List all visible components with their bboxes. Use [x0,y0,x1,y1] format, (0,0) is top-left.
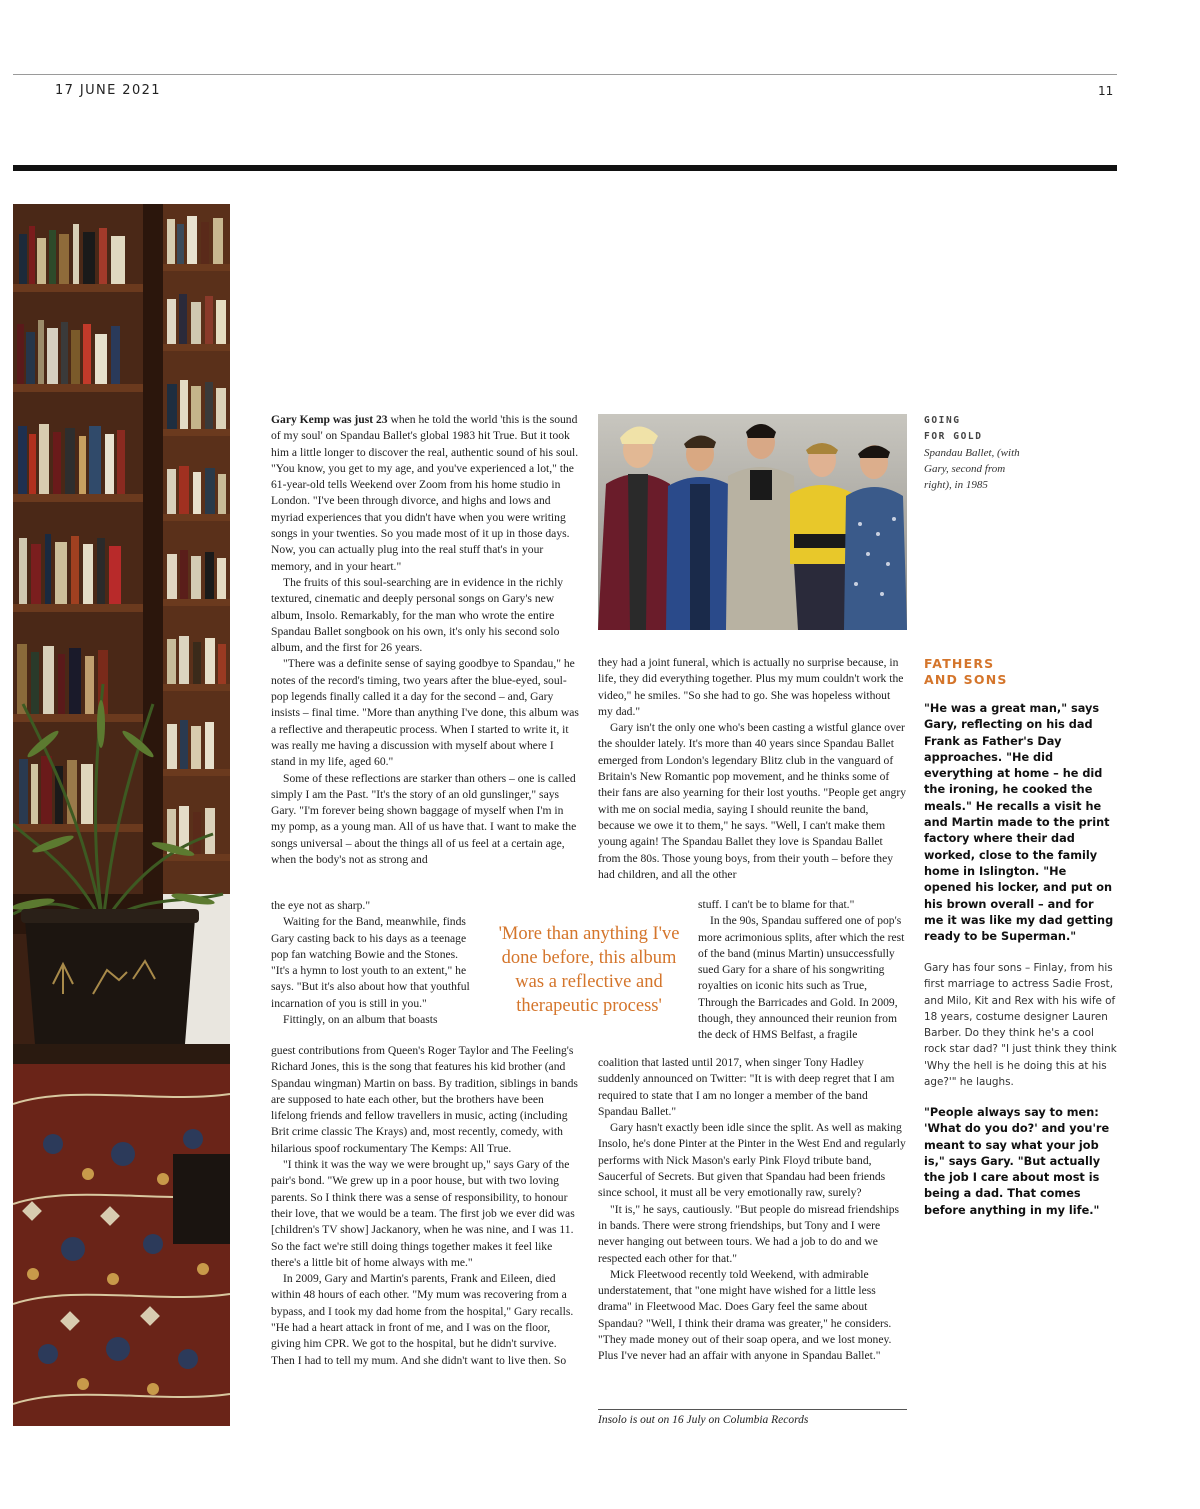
sidebar-quote-2: "People always say to men: 'What do you do?' and you're meant to say what your job is," says Gary. "But actually the job I care about most is being a dad. That comes before anything in my life." [924,1106,1110,1217]
article-lead-in: Gary Kemp was just 23 [271,413,388,426]
page-number: 11 [1098,84,1114,98]
sidebar-heading-line-1: FATHERS [924,656,995,671]
article-paragraph: Fittingly, on an album that boasts [283,1013,438,1027]
article-paragraph: stuff. I can't be to blame for that." [698,898,855,911]
band-photo [598,414,907,630]
sidebar-paragraph: Gary has four sons – Finlay, from his first marriage to actress Sadie Frost, and Milo, Kit and Rex with his wife of 18 years, costume designer Lauren Barber. Do they think he's a cool rock star dad? "I just think they think 'Why the hell is he doing this at his age?'" he laughs. [924,962,1117,1089]
article-column-1-narrow [271,898,479,1028]
article-paragraph: "It is," he says, cautiously. "But people do misread friendships in bands. There were strong friendships, but Tony and I were never hanging out between tours. We had a job to do and we respected each other for that." [598,1202,900,1265]
article-paragraph: guest contributions from Queen's Roger Taylor and The Feeling's Richard Jones, this is the song that features his kid brother (and Spandau wingman) Martin on bass. By tradition, siblings in bands are supposed to hate each other, but the brothers have been lifelong friends and fellow travellers in music, acting (including Brit crime classic The Krays) and, most recently, comedy, with hilarious spoof rockumentary The Kemps: All True. [271,1044,578,1155]
issue-date: 17 JUNE 2021 [55,83,161,98]
end-rule [598,1409,907,1410]
article-column-2 [598,655,907,883]
article-paragraph: The fruits of this soul-searching are in evidence in the richly textured, cinematic and deeply personal songs on Gary's new album, Insolo. Remarkably, for the man who wrote the entire Spandau Ballet songbook on his own, it's only his second solo album, and the first for 26 years. [271,575,564,655]
article-paragraph: they had a joint funeral, which is actually no surprise because, in life, they did everything together. Plus my mum couldn't work the video," he smiles. "So she had to go. She was hopeless without my dad." [598,656,904,718]
photo-caption [924,413,1024,493]
article-column-1-lower [271,1043,580,1369]
caption-kicker-line-1: GOING [924,415,961,426]
header-rule [13,74,1117,75]
article-paragraph: "I think it was the way we were brought up," says Gary of the pair's bond. "We grew up in a poor house, but with two loving parents. So I think there was a sense of responsibility, to honour their love, that we would be a team. The first job we ever did was [children's TV show] Jackanory, when he was nine, and I was 11. So the fact we're still doing things together makes it feel like there's a little bit of home always with me." [271,1158,575,1269]
interior-photo [13,204,230,1426]
caption-text: Spandau Ballet, (with Gary, second from right), in 1985 [924,447,1020,491]
release-note: Insolo is out on 16 July on Columbia Records [598,1414,809,1426]
article-paragraph: Gary hasn't exactly been idle since the split. As well as making Insolo, he's done Pinter at the Pinter in the West End and regularly performs with Nick Mason's early Pink Floyd tribute band, Saucerful of Secrets. But given that Spandau had been friends since school, it must all be very emotionally raw, surely? [598,1121,906,1200]
sidebar-heading-line-2: AND SONS [924,672,1008,687]
article-paragraph: "There was a definite sense of saying goodbye to Spandau," he notes of the record's timing, two years after the blue-eyed, soul-pop legends finally called it a day for the second – and, Gary insists – final time. "More than anything I've done, this album was a reflective and therapeutic process. When I started to write it, it was really me having a discussion with myself about where I stand in my life, aged 60." [271,657,579,769]
article-paragraph: In the 90s, Spandau suffered one of pop's more acrimonious splits, after which the rest of the band (minus Martin) unsuccessfully sued Gary for a share of his songwriting royalties on iconic hits such as True, Through the Barricades and Gold. In 2009, though, they announced their reunion from the deck of HMS Belfast, a fragile [698,914,905,1042]
article-paragraph: Waiting for the Band, meanwhile, finds Gary casting back to his days as a teenage pop fan watching Bowie and the Stones. "It's a hymn to lost youth to an extent," he says. "But it's also about how that youthful incarnation of you is still in you." [271,915,470,1010]
article-paragraph: Mick Fleetwood recently told Weekend, with admirable understatement, that "one might have wished for a little less drama" in Fleetwood Mac. Does Gary feel the same about Spandau? "Well, I think their drama was greater," he considers. "They made money out of their soap opera, and we lost money. Plus I've never had an affair with anyone in Spandau Ballet." [598,1267,892,1363]
article-paragraph: In 2009, Gary and Martin's parents, Frank and Eileen, died within 48 hours of each other. "My mum was recovering from a bypass, and I took my dad home from the hospital," Gary recalls. "He had a heart attack in front of me, and I was on the floor, giving him CPR. We got to the hospital, but he didn't survive. Then I had to tell my mum. And she didn't want to live then. So [271,1272,574,1367]
article-column-2-narrow [698,897,907,1044]
article-paragraph: the eye not as sharp." [271,899,371,912]
article-column-2-lower [598,1055,907,1365]
article-paragraph: Gary Kemp was just 23 when he told the world 'this is the sound of my soul' on Spandau Ballet's global 1983 hit True. But it took him a little longer to discover the real, authentic sound of his soul. "You know, you get to my age, and you've experienced a lot," the 61-year-old tells Weekend over Zoom from his home studio in London. "I've been through divorce, and highs and lows and myriad experiences that you didn't have when you were writing songs in your twenties. So you made most of it up in those days. Now, you can actually plug into the real stuff that's in your memory, and in your heart." [271,413,579,573]
sidebar-quote-1: "He was a great man," says Gary, reflecting on his dad Frank as Father's Day approaches. "He did everything at home – he did the ironing, he cooked the meals." He recalls a visit he and Martin made to the print factory where their dad worked, close to the family home in Islington. "He opened his locker, and put on his brown overall – and for me it was like my dad getting ready to be Superman." [924,702,1114,944]
sidebar-heading [924,656,1114,688]
article-paragraph: Gary isn't the only one who's been casting a wistful glance over the shoulder lately. It's more than 40 years since Spandau Ballet emerged from London's legendary Blitz club in the vanguard of Britain's New Romantic pop movement, and he thinks some of their fans are also yearning for their lost youths. "People get angry with me on social media, saying I should reunite the band, because we owe it to them," he says. "Well, I can't make them young again! The Spandau Ballet they love is Spandau Ballet from the 80s. Those young boys, from their youth – before they had children, and all the other [598,721,907,881]
article-paragraph: Some of these reflections are starker than others – one is called simply I am the Past. "It's the story of an old gunslinger," says Gary. "I'm forever being shown baggage of myself when I'm in my pomp, as a young man. All of us have that. I want to make the songs universal – about the things all of us feel at a certain age, when the body's not as strong and [271,771,577,867]
section-rule [13,165,1117,171]
caption-kicker-line-2: FOR GOLD [924,431,983,442]
article-column-1 [271,412,580,868]
pull-quote: 'More than anything I've done before, this album was a reflective and therapeutic process' [498,924,680,1016]
article-paragraph: coalition that lasted until 2017, when singer Tony Hadley suddenly announced on Twitter: "It is with deep regret that I am required to state that I am no longer a member of the band Spandau Ballet." [598,1056,895,1118]
